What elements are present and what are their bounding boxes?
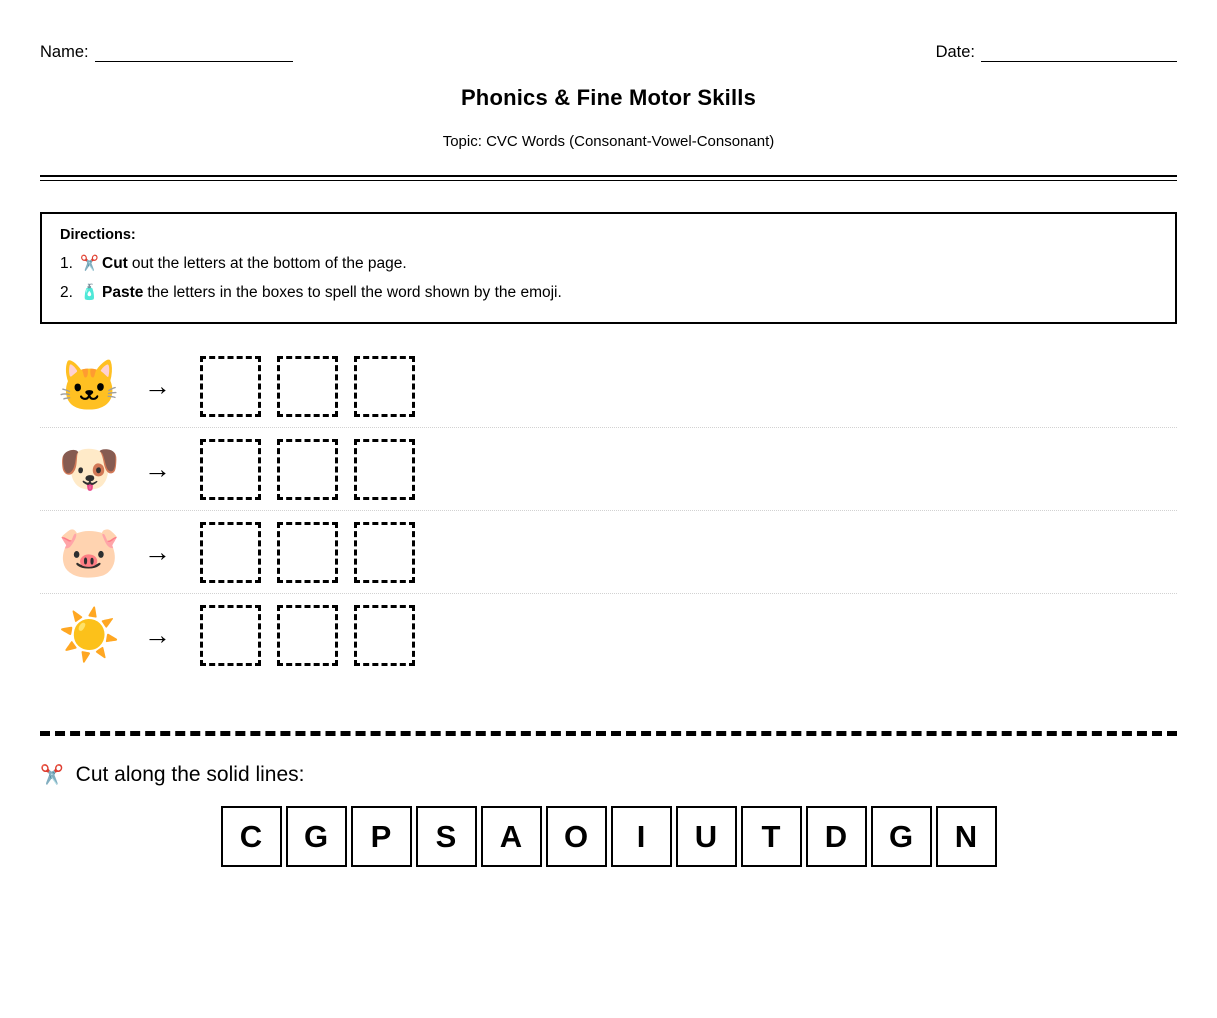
- letter-tile-strip: [40, 806, 1177, 867]
- letter-tile[interactable]: A: [481, 806, 542, 867]
- cut-instruction-text: Cut along the solid lines:: [75, 763, 305, 786]
- list-item: [60, 278, 1157, 307]
- letter-slot[interactable]: [277, 605, 338, 666]
- letter-slot[interactable]: [200, 356, 261, 417]
- step-number: 1.: [60, 255, 73, 272]
- letter-slot[interactable]: [354, 605, 415, 666]
- directions-box: [40, 212, 1177, 324]
- name-input-line[interactable]: [95, 48, 293, 62]
- exercise-rows: [40, 345, 1177, 676]
- letter-slot[interactable]: [200, 605, 261, 666]
- letter-tile[interactable]: N: [936, 806, 997, 867]
- name-label: Name:: [40, 42, 89, 61]
- list-item: [60, 249, 1157, 278]
- letter-tile[interactable]: U: [676, 806, 737, 867]
- name-field-group: [40, 44, 293, 63]
- letter-tile[interactable]: I: [611, 806, 672, 867]
- table-row: [40, 428, 1177, 510]
- step-action: Paste: [102, 284, 144, 301]
- step-number: 2.: [60, 284, 73, 301]
- cut-instruction-row: [40, 763, 1177, 787]
- sun-icon: ☀️: [58, 607, 121, 663]
- page-subtitle: Topic: CVC Words (Consonant-Vowel-Consonant): [442, 133, 775, 150]
- arrow-right-icon: →: [144, 619, 171, 650]
- letter-tile[interactable]: C: [221, 806, 282, 867]
- dog-face-icon: 🐶: [58, 441, 121, 497]
- cut-line-divider: [40, 731, 1177, 736]
- name-date-row: [40, 0, 1177, 62]
- table-row: [40, 345, 1177, 427]
- letter-slot[interactable]: [277, 356, 338, 417]
- header-divider: [40, 175, 1177, 181]
- letter-tile[interactable]: P: [351, 806, 412, 867]
- letter-slot[interactable]: [354, 439, 415, 500]
- answer-slot-group: [200, 522, 415, 583]
- letter-slot[interactable]: [354, 522, 415, 583]
- answer-slot-group: [200, 605, 415, 666]
- letter-tile[interactable]: G: [871, 806, 932, 867]
- letter-tile[interactable]: T: [741, 806, 802, 867]
- letter-tile[interactable]: O: [546, 806, 607, 867]
- scissors-icon: ✂️: [80, 255, 99, 272]
- letter-slot[interactable]: [354, 356, 415, 417]
- step-action: Cut: [102, 255, 128, 272]
- arrow-right-icon: →: [144, 370, 171, 401]
- date-label: Date:: [935, 42, 975, 61]
- letter-slot[interactable]: [277, 439, 338, 500]
- letter-slot[interactable]: [200, 439, 261, 500]
- cat-face-icon: 🐱: [58, 358, 121, 414]
- directions-step-list: [60, 249, 1157, 307]
- letter-tile[interactable]: S: [416, 806, 477, 867]
- letter-tile[interactable]: D: [806, 806, 867, 867]
- glue-stick-icon: 🧴: [80, 284, 99, 301]
- date-field-group: [936, 44, 1177, 63]
- directions-heading: Directions:: [60, 227, 136, 243]
- table-row: [40, 594, 1177, 676]
- date-input-line[interactable]: [981, 48, 1177, 62]
- answer-slot-group: [200, 439, 415, 500]
- table-row: [40, 511, 1177, 593]
- page-title: Phonics & Fine Motor Skills: [460, 85, 757, 110]
- step-text: the letters in the boxes to spell the word shown by the emoji.: [147, 284, 562, 301]
- letter-slot[interactable]: [277, 522, 338, 583]
- arrow-right-icon: →: [144, 453, 171, 484]
- pig-face-icon: 🐷: [58, 524, 121, 580]
- arrow-right-icon: →: [144, 536, 171, 567]
- answer-slot-group: [200, 356, 415, 417]
- letter-tile[interactable]: G: [286, 806, 347, 867]
- letter-slot[interactable]: [200, 522, 261, 583]
- scissors-icon: ✂️: [40, 764, 64, 786]
- step-text: out the letters at the bottom of the page.: [131, 255, 407, 272]
